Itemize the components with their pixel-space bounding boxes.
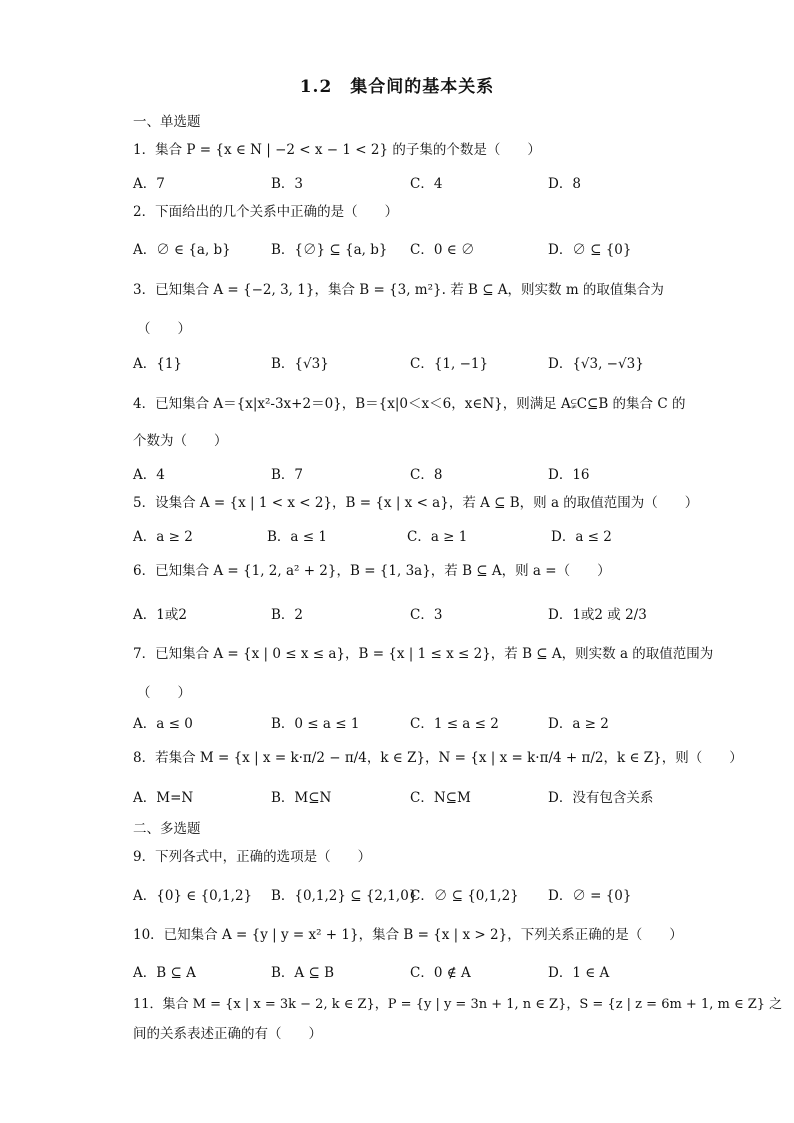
option-b: B．7 bbox=[271, 467, 304, 483]
option-c: C．3 bbox=[410, 607, 443, 623]
question-11-stem-continued: 间的关系表述正确的有（ ） bbox=[133, 1026, 322, 1042]
option-c: C．∅ ⊆ {0,1,2} bbox=[410, 888, 519, 904]
question-9-options bbox=[133, 884, 663, 904]
question-7-stem: 7．已知集合 A = {x | 0 ≤ x ≤ a}，B = {x | 1 ≤ x ≤ 2}，若 B ⊆ A，则实数 a 的取值范围为 bbox=[133, 646, 714, 662]
option-d: D．∅ = {0} bbox=[548, 888, 632, 904]
option-c: C．a ≥ 1 bbox=[407, 529, 468, 545]
option-c: C．1 ≤ a ≤ 2 bbox=[410, 716, 499, 732]
option-c: C．0 ∉ A bbox=[410, 965, 471, 981]
option-b: B．3 bbox=[271, 176, 304, 192]
option-a: A．1或2 bbox=[133, 607, 187, 623]
question-6-stem: 6．已知集合 A = {1, 2, a² + 2}，B = {1, 3a}，若 B ⊆ A，则 a =（ ） bbox=[133, 563, 611, 579]
option-b: B．a ≤ 1 bbox=[267, 529, 327, 545]
option-d: D．a ≤ 2 bbox=[551, 529, 612, 545]
option-b: B．{0,1,2} ⊆ {2,1,0} bbox=[271, 888, 418, 904]
section-heading-multi: 二、多选题 bbox=[133, 821, 201, 837]
question-10-options bbox=[133, 961, 663, 981]
question-11-stem: 11．集合 M = {x | x = 3k − 2, k ∈ Z}，P = {y | y = 3n + 1, n ∈ Z}，S = {z | z = 6m + 1, m ∈ Z} 之 bbox=[133, 997, 783, 1012]
option-b: B．A ⊆ B bbox=[271, 965, 334, 981]
question-10-stem: 10．已知集合 A = {y | y = x² + 1}，集合 B = {x | x > 2}，下列关系正确的是（ ） bbox=[133, 927, 683, 943]
option-a: A．{0} ∈ {0,1,2} bbox=[133, 888, 253, 904]
question-2-options bbox=[133, 238, 663, 258]
option-a: A．a ≥ 2 bbox=[133, 529, 193, 545]
question-4-stem-continued: 个数为（ ） bbox=[133, 433, 228, 449]
option-d: D．1 ∈ A bbox=[548, 965, 610, 981]
option-b: B．0 ≤ a ≤ 1 bbox=[271, 716, 360, 732]
question-1-stem: 1．集合 P = {x ∈ N | −2 < x − 1 < 2} 的子集的个数是（ ） bbox=[133, 142, 541, 158]
option-a: A．B ⊆ A bbox=[133, 965, 196, 981]
question-3-stem: 3．已知集合 A = {−2, 3, 1}，集合 B = {3, m²}. 若 B ⊆ A，则实数 m 的取值集合为 bbox=[133, 282, 664, 298]
question-8-stem: 8．若集合 M = {x | x = k·π/2 − π/4，k ∈ Z}，N = {x | x = k·π/4 + π/2，k ∈ Z}，则（ ） bbox=[133, 750, 743, 766]
option-a: A．{1} bbox=[133, 356, 183, 372]
page-title: 1.2 集合间的基本关系 bbox=[299, 77, 495, 97]
option-c: C．{1, −1} bbox=[410, 356, 489, 372]
option-c: C．4 bbox=[410, 176, 443, 192]
option-a: A．M=N bbox=[133, 790, 194, 806]
option-a: A．∅ ∈ {a, b} bbox=[133, 242, 231, 258]
question-1-options bbox=[133, 172, 663, 192]
option-d: D．8 bbox=[548, 176, 581, 192]
question-3-options bbox=[133, 352, 663, 372]
question-2-stem: 2．下面给出的几个关系中正确的是（ ） bbox=[133, 204, 399, 220]
option-d: D．a ≥ 2 bbox=[548, 716, 609, 732]
option-b: B．{∅} ⊆ {a, b} bbox=[271, 242, 388, 258]
option-a: A．4 bbox=[133, 467, 165, 483]
option-b: B．M⊆N bbox=[271, 790, 332, 806]
question-9-stem: 9．下列各式中，正确的选项是（ ） bbox=[133, 849, 372, 865]
option-d: D．16 bbox=[548, 467, 590, 483]
option-b: B．{√3} bbox=[271, 356, 329, 372]
question-4-stem: 4．已知集合 A＝{x|x²-3x+2＝0}，B＝{x|0＜x＜6，x∈N}，则满足 A⫋C⊆B 的集合 C 的 bbox=[133, 396, 686, 412]
option-d: D．1或2 或 2/3 bbox=[548, 607, 647, 623]
option-a: A．a ≤ 0 bbox=[133, 716, 193, 732]
section-heading-single: 一、单选题 bbox=[133, 114, 201, 130]
option-d: D．∅ ⊆ {0} bbox=[548, 242, 632, 258]
question-3-answer-paren: （ ） bbox=[137, 321, 191, 337]
option-b: B．2 bbox=[271, 607, 304, 623]
option-c: C．0 ∈ ∅ bbox=[410, 242, 475, 258]
question-6-options bbox=[133, 603, 663, 623]
option-d: D．没有包含关系 bbox=[548, 790, 654, 806]
option-c: C．8 bbox=[410, 467, 443, 483]
option-a: A．7 bbox=[133, 176, 165, 192]
question-5-options bbox=[133, 525, 663, 545]
question-5-stem: 5．设集合 A = {x | 1 < x < 2}，B = {x | x < a}，若 A ⊆ B，则 a 的取值范围为（ ） bbox=[133, 495, 699, 511]
option-c: C．N⊆M bbox=[410, 790, 471, 806]
question-8-options bbox=[133, 786, 663, 806]
option-d: D．{√3, −√3} bbox=[548, 356, 644, 372]
question-4-options bbox=[133, 463, 663, 483]
question-7-answer-paren: （ ） bbox=[137, 685, 191, 701]
question-7-options bbox=[133, 712, 663, 732]
